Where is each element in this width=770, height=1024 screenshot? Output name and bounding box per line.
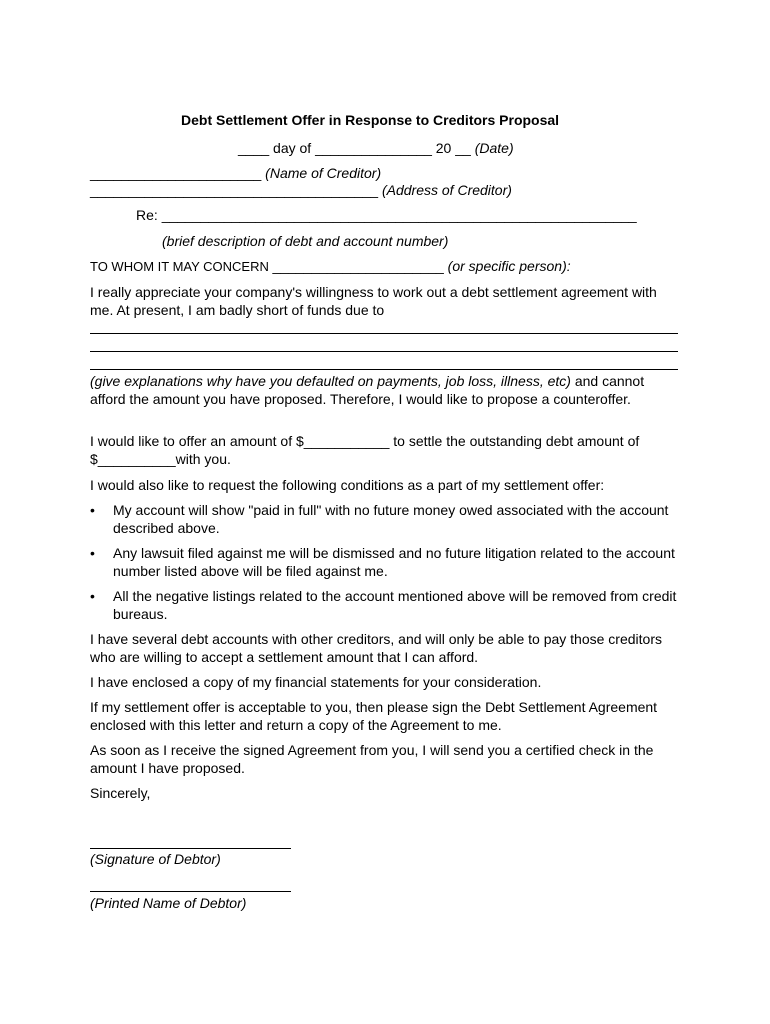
condition-item: My account will show "paid in full" with no future money owed associated with the account described above. (113, 502, 669, 536)
creditor-address-line (90, 182, 512, 199)
offer-paragraph: I would like to offer an amount of $___________ to settle the outstanding debt amount of $__________with you. (90, 433, 640, 467)
printed-name-label: (Printed Name of Debtor) (90, 895, 247, 911)
condition-item: Any lawsuit filed against me will be dismissed and no future litigation related to the account number listed above will be filed against me. (113, 545, 675, 579)
bullet-icon: • (90, 502, 95, 518)
explanation-paragraph (90, 372, 680, 408)
bullet-icon: • (90, 545, 95, 561)
salutation-label: (or specific person): (443, 258, 571, 274)
blank-line-3 (90, 369, 678, 370)
day-blank: ____ (238, 140, 270, 156)
blank-line-1 (90, 333, 678, 334)
conditions-intro: I would also like to request the following conditions as a part of my settlement offer: (90, 477, 605, 493)
salutation-text: TO WHOM IT MAY CONCERN (90, 259, 273, 274)
signature-label: (Signature of Debtor) (90, 851, 221, 867)
creditor-name-label: (Name of Creditor) (261, 165, 382, 181)
salutation-blank: ______________________ (272, 258, 444, 274)
other-debts-paragraph: I have several debt accounts with other creditors, and will only be able to pay those creditors who are willing to accept a settlement amount that I can afford. (90, 631, 662, 665)
acceptable-paragraph: If my settlement offer is acceptable to you, then please sign the Debt Settlement Agreement enclosed with this letter and return a copy of the Agreement to me. (90, 699, 658, 733)
blank-line-2 (90, 351, 678, 352)
date-label: (Date) (474, 140, 514, 156)
explanation-italic: (give explanations why have you defaulted on payments, job loss, illness, etc) (90, 373, 571, 389)
re-label: Re: (136, 207, 162, 223)
soon-paragraph: As soon as I receive the signed Agreement from you, I will send you a certified check in the amount I have proposed. (90, 742, 654, 776)
date-line (238, 140, 514, 157)
creditor-address-label: (Address of Creditor) (378, 182, 512, 198)
explanation-rest: and cannot afford the amount you have proposed. Therefore, I would like to propose a counteroffer. (90, 373, 645, 407)
re-blank: _____________________________________________________________ (161, 207, 637, 223)
condition-item: All the negative listings related to the account mentioned above will be removed from credit bureaus. (113, 588, 677, 622)
creditor-address-blank: _____________________________________ (90, 182, 379, 198)
creditor-name-blank: ______________________ (90, 165, 262, 181)
salutation-line (90, 258, 571, 275)
closing: Sincerely, (90, 785, 151, 801)
enclosed-paragraph: I have enclosed a copy of my financial statements for your consideration. (90, 674, 542, 690)
intro-paragraph: I really appreciate your company's willingness to work out a debt settlement agreement with me. At present, I am badly short of funds due to (90, 284, 657, 318)
printed-name-line (90, 891, 291, 892)
re-line (136, 207, 637, 224)
document-title: Debt Settlement Offer in Response to Creditors Proposal (181, 112, 560, 128)
bullet-icon: • (90, 588, 95, 604)
creditor-name-line (90, 165, 381, 182)
year-text: 20 __ (431, 140, 475, 156)
month-blank: _______________ (315, 140, 432, 156)
signature-line (90, 848, 291, 849)
re-description: (brief description of debt and account number) (162, 233, 449, 249)
day-of-text: day of (269, 140, 316, 156)
